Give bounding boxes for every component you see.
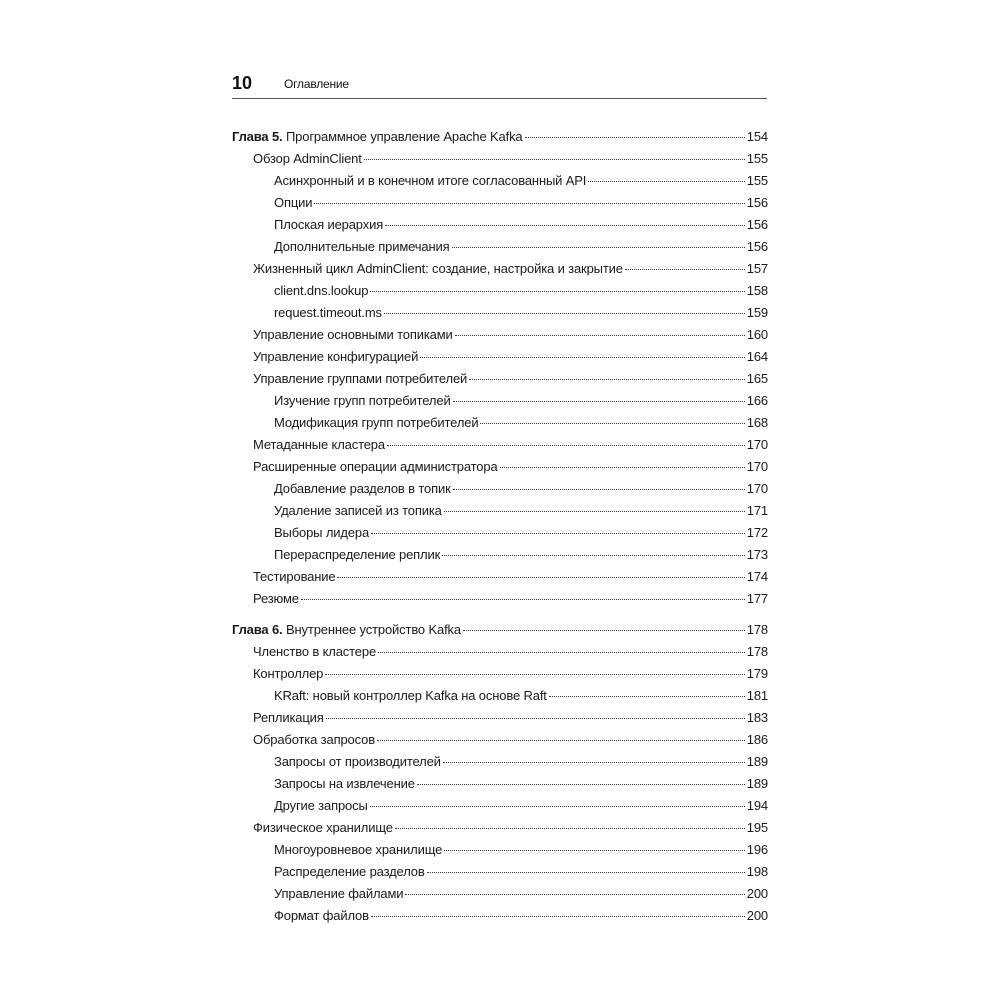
toc-section[interactable] xyxy=(232,148,768,170)
toc-subsection[interactable] xyxy=(232,214,768,236)
page-ref: 194 xyxy=(746,798,768,813)
toc-subsection[interactable] xyxy=(232,192,768,214)
page-ref: 156 xyxy=(746,217,768,232)
entry-title: Распределение разделов xyxy=(274,864,425,879)
page-ref: 181 xyxy=(746,688,768,703)
page-header xyxy=(232,72,767,99)
page-ref: 174 xyxy=(746,569,768,584)
toc-subsection[interactable] xyxy=(232,773,768,795)
entry-title: Резюме xyxy=(253,591,299,606)
dot-leader xyxy=(378,652,745,653)
entry-title: Добавление разделов в топик xyxy=(274,481,451,496)
toc-subsection[interactable] xyxy=(232,390,768,412)
dot-leader xyxy=(371,533,745,534)
dot-leader xyxy=(384,313,745,314)
entry-title: Управление группами потребителей xyxy=(253,371,468,386)
page-ref: 160 xyxy=(746,327,768,342)
table-of-contents xyxy=(232,126,768,927)
dot-leader xyxy=(420,357,745,358)
dot-leader xyxy=(549,696,745,697)
toc-subsection[interactable] xyxy=(232,883,768,905)
toc-subsection[interactable] xyxy=(232,522,768,544)
chapter-name: Внутреннее устройство Kafka xyxy=(285,622,461,637)
chapter-name: Программное управление Apache Kafka xyxy=(285,129,523,144)
dot-leader xyxy=(370,806,745,807)
dot-leader xyxy=(452,247,745,248)
dot-leader xyxy=(455,335,745,336)
toc-subsection[interactable] xyxy=(232,478,768,500)
toc-subsection[interactable] xyxy=(232,795,768,817)
toc-subsection[interactable] xyxy=(232,236,768,258)
toc-subsection[interactable] xyxy=(232,170,768,192)
dot-leader xyxy=(500,467,745,468)
dot-leader xyxy=(444,511,745,512)
entry-title: request.timeout.ms xyxy=(274,305,382,320)
page-ref: 155 xyxy=(746,173,768,188)
toc-section[interactable] xyxy=(232,641,768,663)
entry-title: Метаданные кластера xyxy=(253,437,385,452)
dot-leader xyxy=(525,137,745,138)
page-ref: 178 xyxy=(746,622,768,637)
toc-section[interactable] xyxy=(232,434,768,456)
chapter-label: Глава 6. xyxy=(232,622,283,637)
toc-subsection[interactable] xyxy=(232,302,768,324)
page-ref: 196 xyxy=(746,842,768,857)
dot-leader xyxy=(364,159,745,160)
page-ref: 156 xyxy=(746,195,768,210)
entry-title: Многоуровневое хранилище xyxy=(274,842,443,857)
dot-leader xyxy=(469,379,745,380)
entry-title: Удаление записей из топика xyxy=(274,503,442,518)
dot-leader xyxy=(405,894,744,895)
page-ref: 200 xyxy=(746,908,768,923)
toc-section[interactable] xyxy=(232,346,768,368)
page-ref: 173 xyxy=(746,547,768,562)
toc-subsection[interactable] xyxy=(232,685,768,707)
toc-section[interactable] xyxy=(232,368,768,390)
entry-title: Репликация xyxy=(253,710,324,725)
toc-subsection[interactable] xyxy=(232,544,768,566)
page-ref: 195 xyxy=(746,820,768,835)
entry-title: Выборы лидера xyxy=(274,525,370,540)
entry-title: Изучение групп потребителей xyxy=(274,393,451,408)
chapter-2 xyxy=(232,619,768,927)
toc-subsection[interactable] xyxy=(232,412,768,434)
dot-leader xyxy=(371,916,745,917)
dot-leader xyxy=(453,401,745,402)
page-ref: 183 xyxy=(746,710,768,725)
dot-leader xyxy=(443,762,745,763)
toc-section[interactable] xyxy=(232,456,768,478)
entry-title: Формат файлов xyxy=(274,908,369,923)
dot-leader xyxy=(377,740,745,741)
dot-leader xyxy=(314,203,744,204)
entry-title: Опции xyxy=(274,195,313,210)
entry-title: Физическое хранилище xyxy=(253,820,393,835)
entry-title: Управление конфигурацией xyxy=(253,349,419,364)
dot-leader xyxy=(337,577,744,578)
toc-section[interactable] xyxy=(232,707,768,729)
page-ref: 158 xyxy=(746,283,768,298)
dot-leader xyxy=(588,181,744,182)
entry-title: KRaft: новый контроллер Kafka на основе Raft xyxy=(274,688,547,703)
toc-section[interactable] xyxy=(232,258,768,280)
entry-title: Модификация групп потребителей xyxy=(274,415,479,430)
page-ref: 170 xyxy=(746,459,768,474)
page-ref: 172 xyxy=(746,525,768,540)
toc-section[interactable] xyxy=(232,588,768,610)
toc-section[interactable] xyxy=(232,729,768,751)
dot-leader xyxy=(370,291,744,292)
page-ref: 170 xyxy=(746,437,768,452)
toc-section[interactable] xyxy=(232,817,768,839)
entry-title: Обработка запросов xyxy=(253,732,375,747)
toc-section[interactable] xyxy=(232,324,768,346)
page-ref: 186 xyxy=(746,732,768,747)
toc-subsection[interactable] xyxy=(232,905,768,927)
entry-title: Дополнительные примечания xyxy=(274,239,450,254)
entry-title: Плоская иерархия xyxy=(274,217,384,232)
entry-title: Управление основными топиками xyxy=(253,327,453,342)
entry-title: Другие запросы xyxy=(274,798,368,813)
dot-leader xyxy=(417,784,745,785)
entry-title: Членство в кластере xyxy=(253,644,377,659)
toc-section[interactable] xyxy=(232,663,768,685)
page-ref: 159 xyxy=(746,305,768,320)
entry-title: Перераспределение реплик xyxy=(274,547,441,562)
page-ref: 189 xyxy=(746,754,768,769)
toc-subsection[interactable] xyxy=(232,861,768,883)
entry-title: Жизненный цикл AdminClient: создание, настройка и закрытие xyxy=(253,261,623,276)
page-ref: 189 xyxy=(746,776,768,791)
dot-leader xyxy=(625,269,745,270)
page-number: 10 xyxy=(232,73,253,93)
entry-title: Управление файлами xyxy=(274,886,404,901)
dot-leader xyxy=(444,850,745,851)
page-ref: 168 xyxy=(746,415,768,430)
dot-leader xyxy=(442,555,745,556)
toc-subsection[interactable] xyxy=(232,839,768,861)
page-ref: 166 xyxy=(746,393,768,408)
dot-leader xyxy=(326,718,745,719)
entry-title: Расширенные операции администратора xyxy=(253,459,498,474)
page-ref: 156 xyxy=(746,239,768,254)
chapter-heading[interactable] xyxy=(232,619,768,641)
toc-subsection[interactable] xyxy=(232,280,768,302)
dot-leader xyxy=(301,599,745,600)
entry-title: client.dns.lookup xyxy=(274,283,369,298)
dot-leader xyxy=(453,489,745,490)
toc-subsection[interactable] xyxy=(232,751,768,773)
entry-title: Запросы от производителей xyxy=(274,754,441,769)
page-ref: 170 xyxy=(746,481,768,496)
entry-title: Тестирование xyxy=(253,569,336,584)
page-ref: 171 xyxy=(746,503,768,518)
dot-leader xyxy=(463,630,745,631)
page-ref: 165 xyxy=(746,371,768,386)
page-ref: 164 xyxy=(746,349,768,364)
entry-title: Запросы на извлечение xyxy=(274,776,415,791)
page-ref: 177 xyxy=(746,591,768,606)
page-ref: 178 xyxy=(746,644,768,659)
entry-title: Обзор AdminClient xyxy=(253,151,362,166)
chapter-title xyxy=(232,619,461,641)
page-ref: 179 xyxy=(746,666,768,681)
page-ref: 155 xyxy=(746,151,768,166)
chapter-label: Глава 5. xyxy=(232,129,283,144)
running-title: Оглавление xyxy=(284,77,349,91)
dot-leader xyxy=(427,872,745,873)
page-ref: 157 xyxy=(746,261,768,276)
dot-leader xyxy=(395,828,745,829)
dot-leader xyxy=(325,674,745,675)
entry-title: Контроллер xyxy=(253,666,324,681)
chapter-title xyxy=(232,126,523,148)
page-ref: 154 xyxy=(746,129,768,144)
dot-leader xyxy=(387,445,745,446)
chapter-heading[interactable] xyxy=(232,126,768,148)
page-ref: 198 xyxy=(746,864,768,879)
dot-leader xyxy=(480,423,744,424)
dot-leader xyxy=(385,225,745,226)
page-ref: 200 xyxy=(746,886,768,901)
toc-section[interactable] xyxy=(232,566,768,588)
toc-subsection[interactable] xyxy=(232,500,768,522)
entry-title: Асинхронный и в конечном итоге согласованный API xyxy=(274,173,587,188)
chapter-1 xyxy=(232,126,768,610)
